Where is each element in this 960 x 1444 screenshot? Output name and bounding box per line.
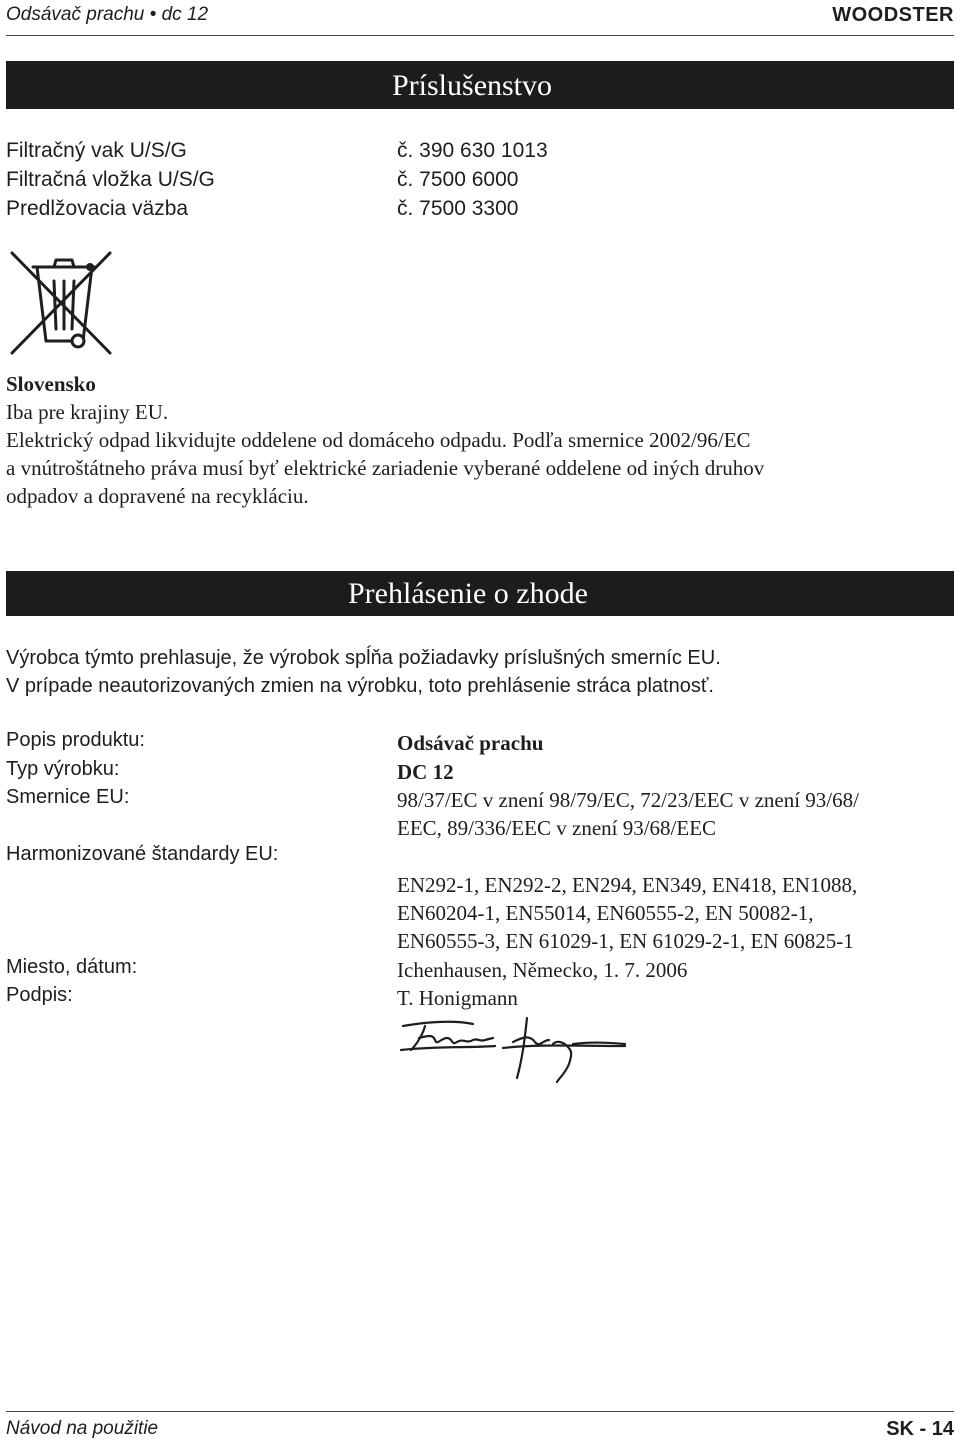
page-header xyxy=(6,2,954,28)
footer-manual-title: Návod na použitie xyxy=(6,1418,159,1439)
product-value: Odsávač prachu xyxy=(397,731,544,755)
accessory-name: Filtračná vložka U/S/G xyxy=(6,168,215,191)
product-label: Popis produktu: xyxy=(6,729,145,751)
accessory-name: Predlžovacia väzba xyxy=(6,197,189,220)
standards-line: EN60555-3, EN 61029-1, EN 61029-2-1, EN 60825-1 xyxy=(397,929,854,953)
type-value: DC 12 xyxy=(397,760,454,784)
accessory-row xyxy=(6,136,606,165)
accessory-number: č. 7500 6000 xyxy=(397,168,519,191)
disposal-line: odpadov a dopravené na recykláciu. xyxy=(6,484,309,508)
conformity-line: Výrobca týmto prehlasuje, že výrobok spĺňa požiadavky príslušných smerníc EU. xyxy=(6,647,721,669)
standards-values xyxy=(6,871,954,955)
standards-line: EN60204-1, EN55014, EN60555-2, EN 50082-1, xyxy=(397,901,814,925)
standards-label: Harmonizované štandardy EU: xyxy=(6,843,279,865)
standards-field xyxy=(6,843,954,871)
header-brand: WOODSTER xyxy=(832,4,954,26)
accessory-row xyxy=(6,194,606,223)
conformity-banner xyxy=(6,571,954,616)
disposal-line: Elektrický odpad likvidujte oddelene od domáceho odpadu. Podľa smernice 2002/96/EC xyxy=(6,428,751,452)
directives-line: 98/37/EC v znení 98/79/EC, 72/23/EEC v znení 93/68/ xyxy=(397,788,859,812)
place-date-value: Ichenhausen, Německo, 1. 7. 2006 xyxy=(397,958,688,982)
header-product-title: Odsávač prachu • dc 12 xyxy=(6,4,209,25)
type-field xyxy=(6,758,954,786)
conformity-line: V prípade neautorizovaných zmien na výrobku, toto prehlásenie stráca platnosť. xyxy=(6,675,714,697)
accessory-row xyxy=(6,165,606,194)
accessory-name: Filtračný vak U/S/G xyxy=(6,139,187,162)
crossed-out-wheelie-bin-icon xyxy=(6,247,116,359)
standards-line: EN292-1, EN292-2, EN294, EN349, EN418, EN1088, xyxy=(397,873,858,897)
page-footer xyxy=(6,1418,954,1444)
conformity-title: Prehlásenie o zhode xyxy=(348,577,588,610)
conformity-statement xyxy=(6,644,954,700)
accessories-list xyxy=(6,136,606,223)
page-number: SK - 14 xyxy=(886,1418,954,1440)
type-label: Typ výrobku: xyxy=(6,758,120,780)
disposal-line: a vnútroštátneho práva musí byť elektrické zariadenie vyberané oddelene od iných druhov xyxy=(6,456,765,480)
footer-divider xyxy=(6,1411,954,1412)
accessory-number: č. 7500 3300 xyxy=(397,197,519,220)
disposal-section xyxy=(6,370,954,510)
directives-label: Smernice EU: xyxy=(6,786,130,808)
directives-field xyxy=(6,786,954,842)
accessory-number: č. 390 630 1013 xyxy=(397,139,548,162)
accessories-banner xyxy=(6,61,954,109)
place-date-label: Miesto, dátum: xyxy=(6,956,138,978)
standards-value xyxy=(397,871,857,955)
signatory-name: T. Honigmann xyxy=(397,986,518,1010)
directives-line: EEC, 89/336/EEC v znení 93/68/EEC xyxy=(397,816,717,840)
place-date-field xyxy=(6,956,954,984)
header-divider xyxy=(6,35,954,36)
disposal-line: Iba pre krajiny EU. xyxy=(6,400,169,424)
directives-value xyxy=(397,786,859,842)
signature-field xyxy=(6,984,954,1012)
handwritten-signature-icon xyxy=(397,1016,629,1084)
accessories-title: Príslušenstvo xyxy=(392,69,553,102)
product-field xyxy=(6,729,954,757)
signature-label: Podpis: xyxy=(6,984,73,1006)
disposal-heading: Slovensko xyxy=(6,372,96,396)
